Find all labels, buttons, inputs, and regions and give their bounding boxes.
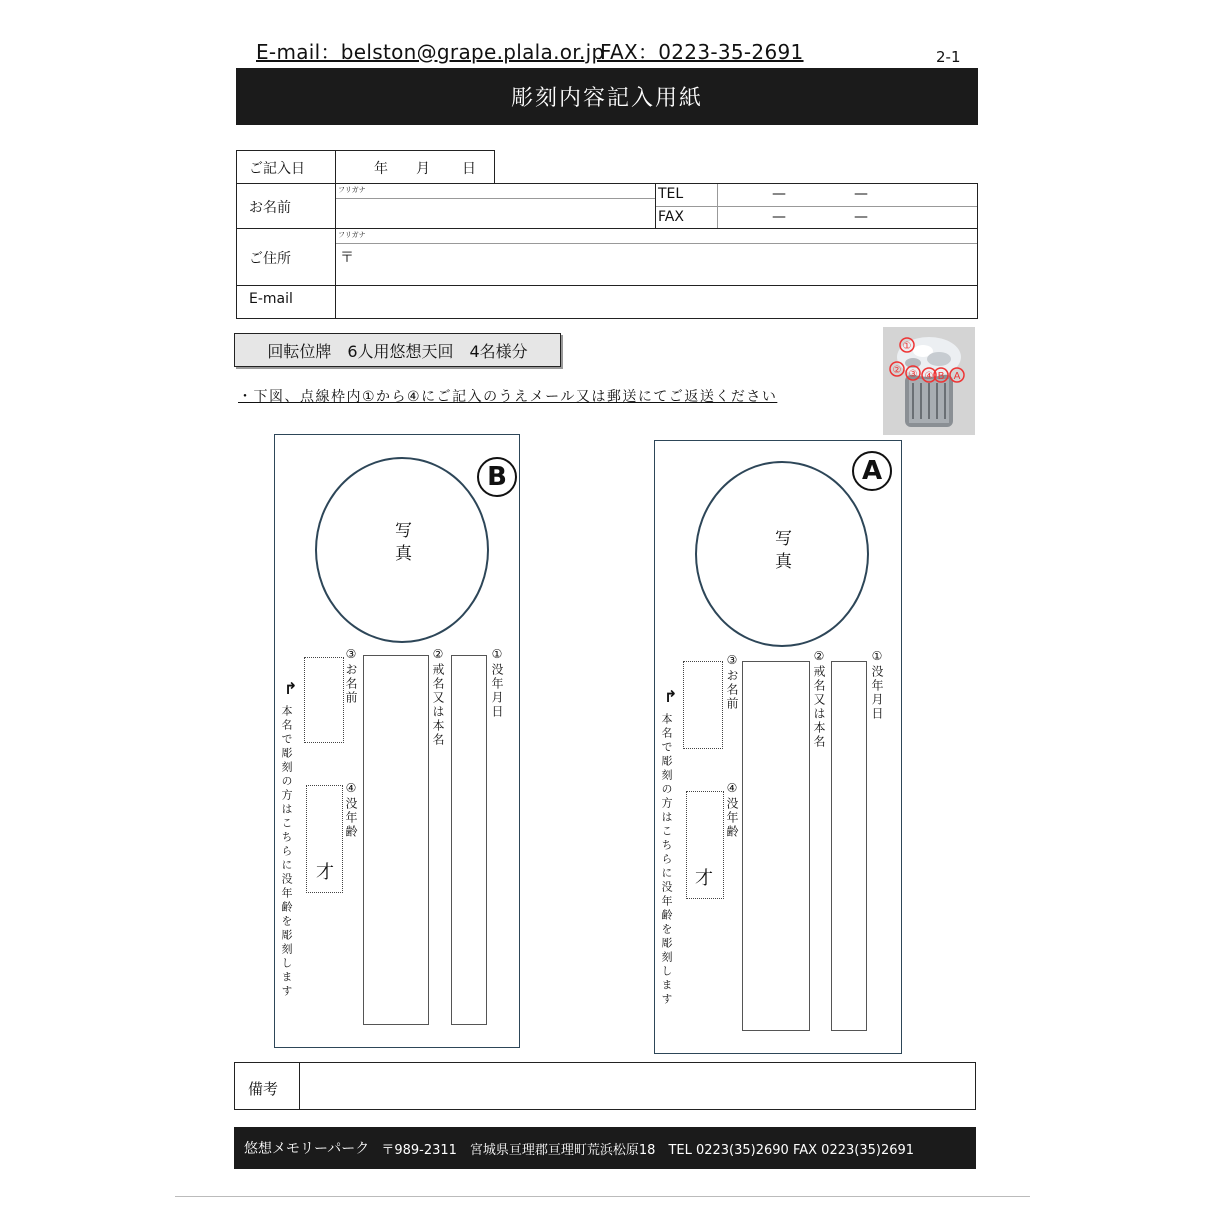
plaque-a-field1-box[interactable] [831,661,867,1031]
instruction-text: ・下図、点線枠内①から④にご記入のうえメール又は郵送にてご返送ください [238,389,778,405]
product-photo-svg [883,327,975,435]
plaque-b-field2-label: ②戒名又は本名 [431,647,445,747]
bottom-rule [175,1196,1030,1197]
date-label-cell [236,150,336,184]
footer-company: 悠想メモリーパーク [244,1141,370,1157]
plaque-b-photo-label: 写真 [391,521,411,567]
thumb-mark-2: ② [892,365,902,376]
tel-dash-2: — [854,186,868,202]
footer-address: 〒989-2311 宮城県亘理郡亘理町荒浜松原18 TEL 0223(35)2690 FAX 0223(35)2691 [381,1142,915,1158]
plaque-b-age-unit: 才 [316,862,334,883]
tel-fax-divider [656,206,977,207]
email-label-cell [236,285,336,319]
tel-fax-col-divider [717,184,718,228]
date-month: 月 [416,161,430,177]
plaque-b-field3-box[interactable] [304,657,344,743]
date-field[interactable] [335,150,495,184]
fax-dash-2: — [854,209,868,225]
name-field[interactable] [335,183,656,229]
plaque-b-field1-box[interactable] [451,655,487,1025]
plaque-a-photo-area[interactable] [695,461,869,647]
name-label-cell [236,183,336,229]
plaque-b-note-arrow: ↱ [284,679,298,698]
tel-label: TEL [658,186,684,202]
fax-label: FAX [658,209,684,225]
fax-dash-1: — [772,209,786,225]
notes-field[interactable] [299,1062,976,1110]
address-furigana: フリガナ [338,231,366,239]
date-year: 年 [374,161,388,177]
plaque-a-field2-box[interactable] [742,661,810,1031]
plaque-a-note-arrow: ↱ [664,687,678,706]
plaque-a-note: 本名で彫刻の方はこちらに没年齢を彫刻します [660,713,673,1007]
plaque-a-field1-label: ①没年月日 [870,649,884,721]
thumb-mark-b: B [937,371,945,382]
plaque-a-field3-box[interactable] [683,661,723,749]
plaque-b-note: 本名で彫刻の方はこちらに没年齢を彫刻します [280,705,293,999]
thumb-mark-1: ① [902,341,912,352]
address-label-cell [236,228,336,286]
plaque-b-field3-label: ③お名前 [344,647,358,705]
email-label: E-mail [249,291,293,307]
plaque-a-age-unit: 才 [695,868,713,889]
plaque-a-field2-label: ②戒名又は本名 [812,649,826,749]
address-label: ご住所 [249,251,291,267]
plaque-b [274,434,520,1048]
notes-label: 備考 [248,1080,279,1098]
name-label: お名前 [249,200,291,216]
thumb-mark-3: ③ [908,369,918,380]
address-furigana-rule [336,243,977,244]
product-photo [883,327,975,435]
tel-dash-1: — [772,186,786,202]
date-label: ご記入日 [249,161,305,177]
plaque-a-field3-label: ③お名前 [725,653,739,711]
thumb-mark-a: A [953,371,961,382]
plaque-b-field2-box[interactable] [363,655,429,1025]
plaque-a-photo-label: 写真 [771,529,791,575]
plaque-a-field4-box[interactable] [686,791,724,899]
plaque-b-letter: B [477,457,517,497]
plaque-a-field4-label: ④没年齢 [725,781,739,839]
page-number: 2-1 [936,48,961,66]
plaque-b-field1-label: ①没年月日 [490,647,504,719]
header-fax: FAX：0223-35-2691 [600,40,804,64]
header-email[interactable]: E-mail：belston@grape.plala.or.jp [256,40,605,64]
date-day: 日 [462,161,476,177]
footer [234,1127,976,1169]
page-title: 彫刻内容記入用紙 [236,68,978,125]
plaque-b-photo-area[interactable] [315,457,489,643]
product-label: 回転位牌 6人用悠想天回 4名様分 [234,333,561,367]
tel-fax-cell [655,183,978,229]
address-field[interactable] [335,228,978,286]
name-furigana: フリガナ [338,186,366,194]
email-field[interactable] [335,285,978,319]
plaque-b-field4-label: ④没年齢 [344,781,358,839]
plaque-b-field4-box[interactable] [306,785,343,893]
plaque-a-letter: A [852,451,892,491]
name-furigana-rule [336,198,655,199]
postal-mark: 〒 [340,250,354,266]
thumb-mark-4: ④ [924,371,934,382]
plaque-a [654,440,902,1054]
